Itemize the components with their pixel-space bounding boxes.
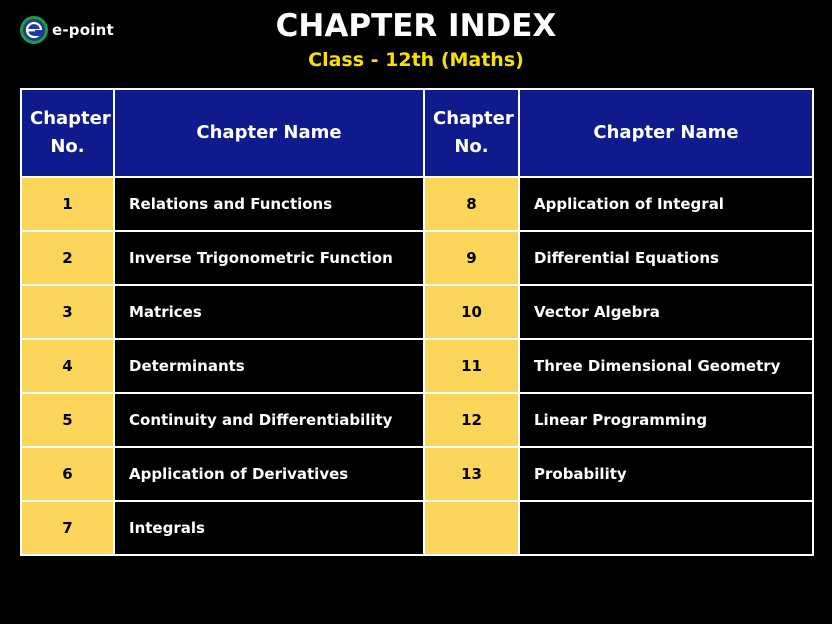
chapter-name: Differential Equations (519, 231, 813, 285)
table-header-row (21, 89, 813, 177)
chapter-name: Relations and Functions (114, 177, 424, 231)
table-row (21, 177, 813, 231)
chapter-number: 7 (21, 501, 114, 555)
chapter-name: Integrals (114, 501, 424, 555)
table-row (21, 231, 813, 285)
chapter-name: Matrices (114, 285, 424, 339)
chapter-number: 5 (21, 393, 114, 447)
column-header-chapter-no: Chapter No. (21, 89, 114, 177)
chapter-name: Three Dimensional Geometry (519, 339, 813, 393)
chapter-name: Determinants (114, 339, 424, 393)
chapter-number: 13 (424, 447, 519, 501)
chapter-number: 6 (21, 447, 114, 501)
table-row (21, 339, 813, 393)
chapter-number-empty (424, 501, 519, 555)
table-row (21, 285, 813, 339)
table-row (21, 501, 813, 555)
column-header-chapter-name: Chapter Name (114, 89, 424, 177)
brand-name: e-point (52, 21, 114, 39)
table-row (21, 393, 813, 447)
chapter-name: Vector Algebra (519, 285, 813, 339)
chapter-number: 3 (21, 285, 114, 339)
chapter-name: Application of Integral (519, 177, 813, 231)
chapter-name: Probability (519, 447, 813, 501)
chapter-name: Inverse Trigonometric Function (114, 231, 424, 285)
chapter-number: 11 (424, 339, 519, 393)
column-header-chapter-name: Chapter Name (519, 89, 813, 177)
column-header-chapter-no: Chapter No. (424, 89, 519, 177)
chapter-number: 9 (424, 231, 519, 285)
chapter-name: Continuity and Differentiability (114, 393, 424, 447)
chapter-name: Application of Derivatives (114, 447, 424, 501)
page-subtitle: Class - 12th (Maths) (308, 49, 524, 71)
chapter-number: 8 (424, 177, 519, 231)
chapter-number: 10 (424, 285, 519, 339)
chapter-number: 12 (424, 393, 519, 447)
table-row (21, 447, 813, 501)
chapter-index-table (20, 88, 814, 556)
chapter-number: 2 (21, 231, 114, 285)
chapter-name: Linear Programming (519, 393, 813, 447)
chapter-number: 1 (21, 177, 114, 231)
chapter-number: 4 (21, 339, 114, 393)
chapter-name-empty (519, 501, 813, 555)
page-title: CHAPTER INDEX (275, 8, 557, 44)
